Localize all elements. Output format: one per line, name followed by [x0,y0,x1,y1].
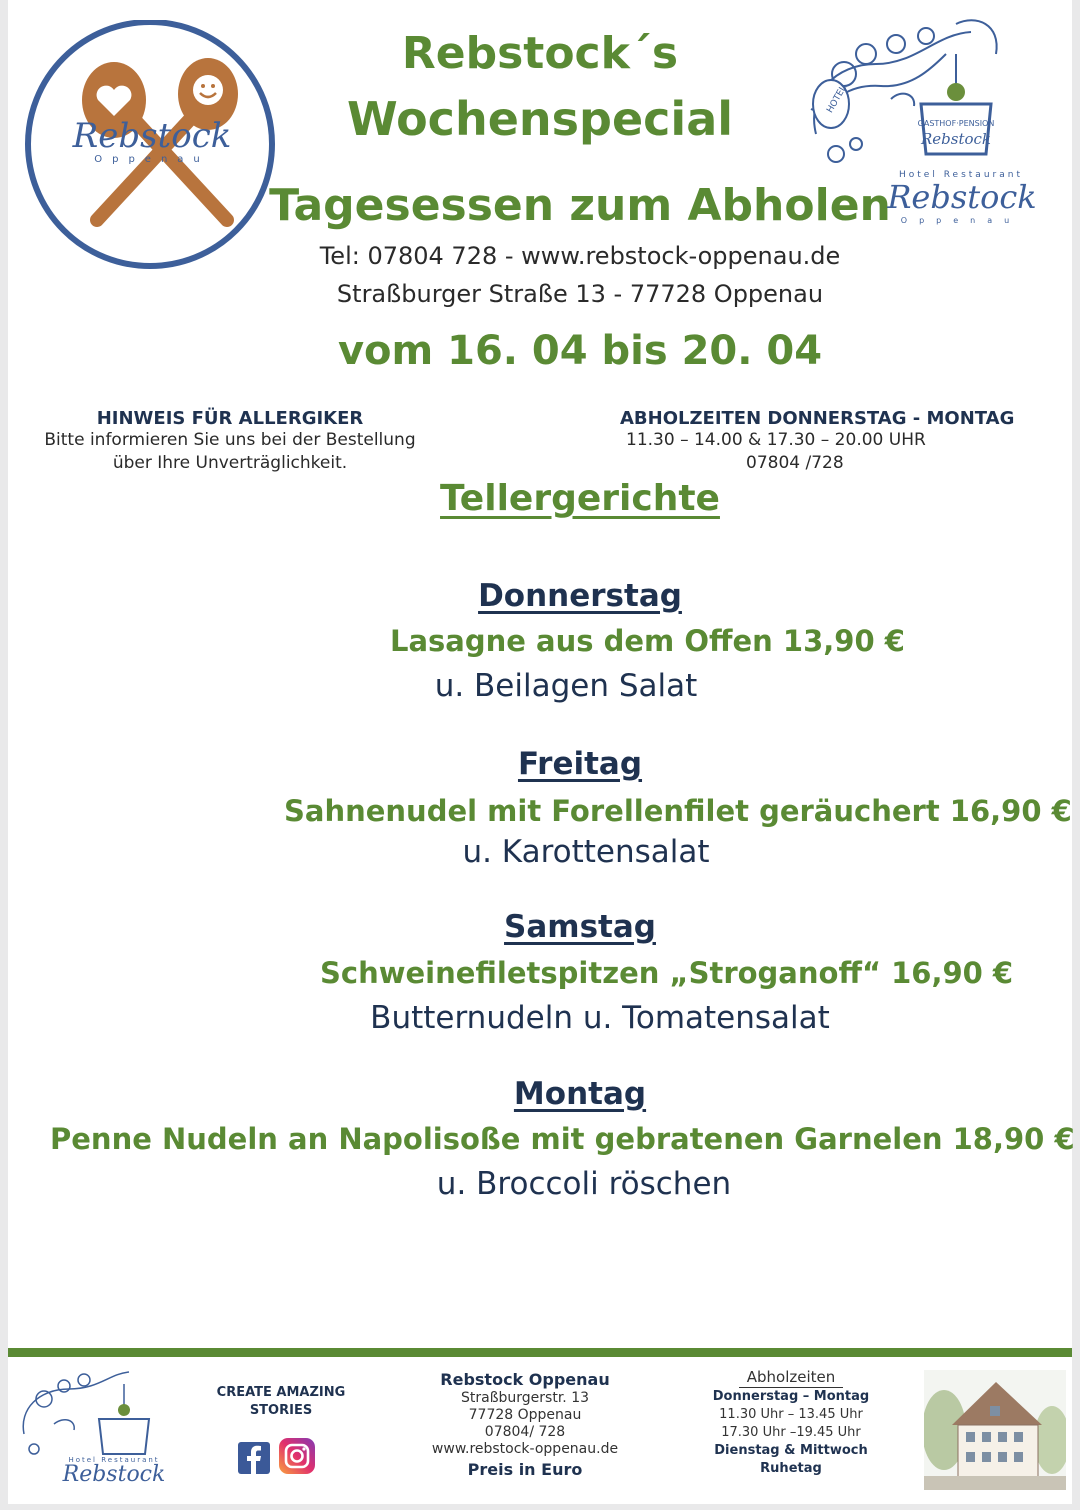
logo-right-text: Rebstock [887,178,1037,216]
svg-text:GASTHOF·PENSION: GASTHOF·PENSION [917,119,995,128]
footer-pickup-time2: 17.30 Uhr –19.45 Uhr [721,1425,861,1440]
footer-pickup-title: Abholzeiten [739,1368,844,1388]
footer-price-note: Preis in Euro [467,1460,583,1479]
allergy-line2: über Ihre Unverträglichkeit. [112,453,348,473]
day-heading: Montag [513,1076,647,1112]
day-heading: Donnerstag [478,578,682,614]
instagram-icon[interactable] [279,1438,315,1478]
logo-right-sub: Oppenau [900,216,1022,225]
page-subtitle: Tagesessen zum Abholen [269,180,891,231]
day-heading: Samstag [504,909,656,945]
footer-divider [8,1348,1072,1357]
pickup-notice [620,408,1040,475]
footer-logo-text: Rebstock [62,1462,166,1487]
pickup-phone: 07804 /728 [746,453,844,473]
day-heading: Freitag [517,746,643,782]
dish-item: Lasagne aus dem Offen 13,90 € [390,624,905,658]
hotel-building-illustration [924,1370,1066,1490]
social-links [238,1438,315,1478]
allergy-line1: Bitte informieren Sie uns bei der Bestellung [44,430,416,450]
footer-logo-small: Hotel Restaurant [68,1456,160,1464]
create-line2: STORIES [249,1403,313,1418]
dish-side: u. Karottensalat [462,834,710,870]
facebook-icon[interactable] [238,1442,270,1478]
footer-pickup-time1: 11.30 Uhr – 13.45 Uhr [719,1407,863,1422]
footer-closed-label: Ruhetag [760,1461,822,1476]
logo-brand-subtext: Oppenau [94,154,210,165]
dish-side: u. Broccoli röschen [436,1166,732,1202]
footer-logo [14,1364,174,1494]
svg-text:Rebstock: Rebstock [920,130,992,148]
page-title: Rebstock´s [401,28,679,79]
footer-pickup-days: Donnerstag – Montag [712,1389,870,1404]
allergy-notice [40,408,420,475]
rebstock-spoon-logo [22,20,280,270]
date-range: vom 16. 04 bis 20. 04 [337,328,823,374]
svg-text:HOTEL: HOTEL [825,83,849,115]
footer-street: Straßburgerstr. 13 [460,1390,590,1406]
footer-web[interactable]: www.rebstock-oppenau.de [431,1441,619,1457]
footer-company: Rebstock Oppenau [440,1370,610,1389]
allergy-title: HINWEIS FÜR ALLERGIKER [96,408,364,429]
dish-item: Sahnenudel mit Forellenfilet geräuchert 16,90 € [284,794,1072,828]
create-line1: CREATE AMAZING [216,1385,346,1400]
hotel-sign-logo [796,14,1044,230]
footer-address [410,1370,640,1482]
contact-address: Straßburger Straße 13 - 77728 Oppenau [336,280,824,308]
footer-closed-days: Dienstag & Mittwoch [714,1443,868,1458]
page-title-line2: Wochenspecial [346,92,733,146]
pickup-title: ABHOLZEITEN DONNERSTAG - MONTAG [620,408,1015,429]
section-title: Tellergerichte [440,478,720,519]
dish-side: u. Beilagen Salat [434,668,698,704]
contact-phone-web: Tel: 07804 728 - www.rebstock-oppenau.de [319,242,841,270]
dish-side: Butternudeln u. Tomatensalat [370,1000,830,1036]
footer-city: 77728 Oppenau [468,1407,582,1423]
pickup-hours: 11.30 – 14.00 & 17.30 – 20.00 UHR [626,430,926,450]
footer-pickup [706,1368,876,1478]
dish-item: Schweinefiletspitzen „Stroganoff“ 16,90 € [320,956,1014,990]
footer-phone: 07804/ 728 [484,1424,566,1440]
dish-item: Penne Nudeln an Napolisoße mit gebratenen Garnelen 18,90 € [50,1122,1075,1156]
logo-brand-text: Rebstock [72,116,232,156]
logo-right-small: Hotel Restaurant [899,170,1023,180]
create-stories [206,1384,356,1420]
